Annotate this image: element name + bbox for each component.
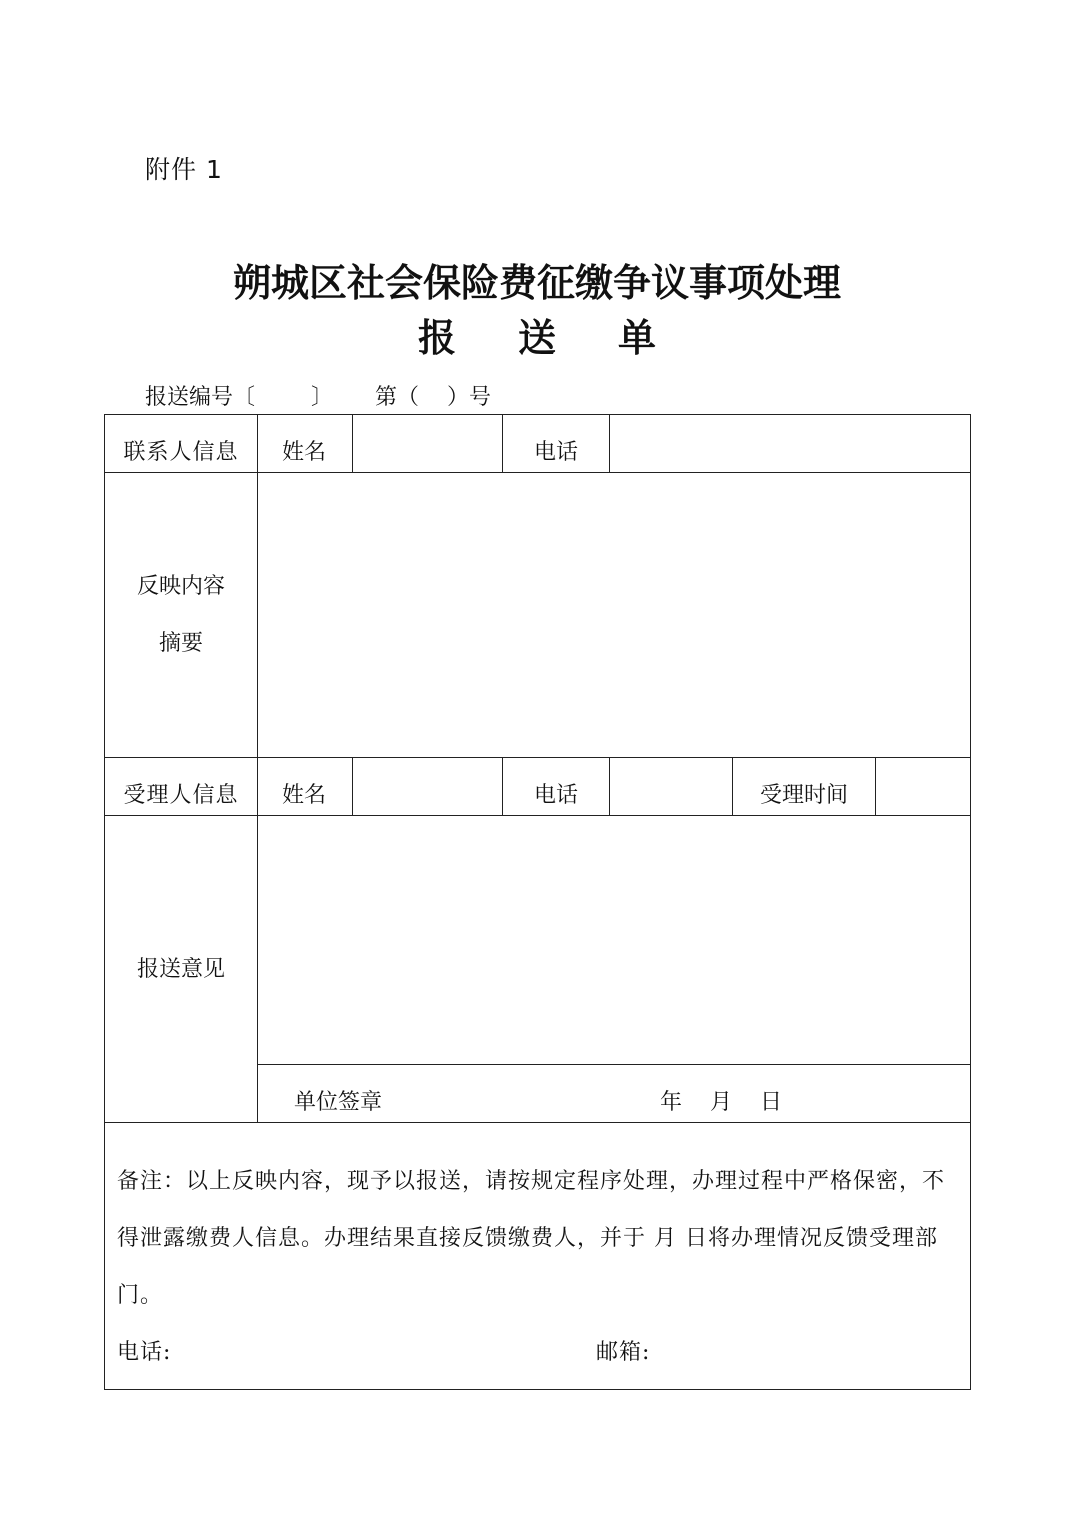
handler-phone-label: 电话	[503, 758, 610, 816]
summary-label-line1: 反映内容	[136, 574, 225, 599]
opinion-field[interactable]	[258, 816, 971, 1065]
report-number-label: 报送编号〔	[145, 385, 256, 410]
document-title: 朔城区社会保险费征缴争议事项处理	[232, 260, 841, 305]
report-number-close: 〕	[310, 385, 333, 410]
seal-date: 年 月 日	[660, 1090, 782, 1115]
handler-time-field[interactable]	[876, 758, 971, 816]
note-contact-line	[117, 1324, 956, 1381]
seal-label: 单位签章	[294, 1090, 383, 1115]
report-seq-open: 第（	[374, 385, 419, 410]
note-text: 备注：以上反映内容，现予以报送，请按规定程序处理，办理过程中严格保密，不得泄露缴费人信息。办理结果直接反馈缴费人，并于 月 日将办理情况反馈受理部门。	[117, 1169, 946, 1308]
contact-phone-field[interactable]	[610, 415, 971, 473]
report-number-line	[145, 380, 491, 411]
contact-row	[105, 415, 971, 473]
signature-cell	[258, 1065, 971, 1123]
opinion-label: 报送意见	[105, 816, 258, 1123]
report-seq-close: ）号	[446, 385, 491, 410]
report-form-table	[104, 414, 971, 1390]
handler-time-label: 受理时间	[733, 758, 876, 816]
handler-section-label: 受理人信息	[105, 758, 258, 816]
summary-label	[105, 473, 258, 758]
attachment-label: 附件 1	[145, 155, 223, 184]
handler-name-label: 姓名	[258, 758, 353, 816]
document-subtitle: 报送单	[417, 315, 718, 360]
opinion-row	[105, 816, 971, 1065]
contact-phone-label: 电话	[503, 415, 610, 473]
note-cell	[105, 1123, 971, 1390]
contact-section-label: 联系人信息	[105, 415, 258, 473]
handler-phone-field[interactable]	[610, 758, 733, 816]
contact-name-field[interactable]	[353, 415, 503, 473]
contact-name-label: 姓名	[258, 415, 353, 473]
handler-name-field[interactable]	[353, 758, 503, 816]
note-email-label: 邮箱:	[596, 1340, 651, 1365]
note-phone-label: 电话:	[117, 1340, 172, 1365]
note-row	[105, 1123, 971, 1390]
summary-row	[105, 473, 971, 758]
summary-label-line2: 摘要	[158, 631, 203, 656]
handler-row	[105, 758, 971, 816]
summary-field[interactable]	[258, 473, 971, 758]
